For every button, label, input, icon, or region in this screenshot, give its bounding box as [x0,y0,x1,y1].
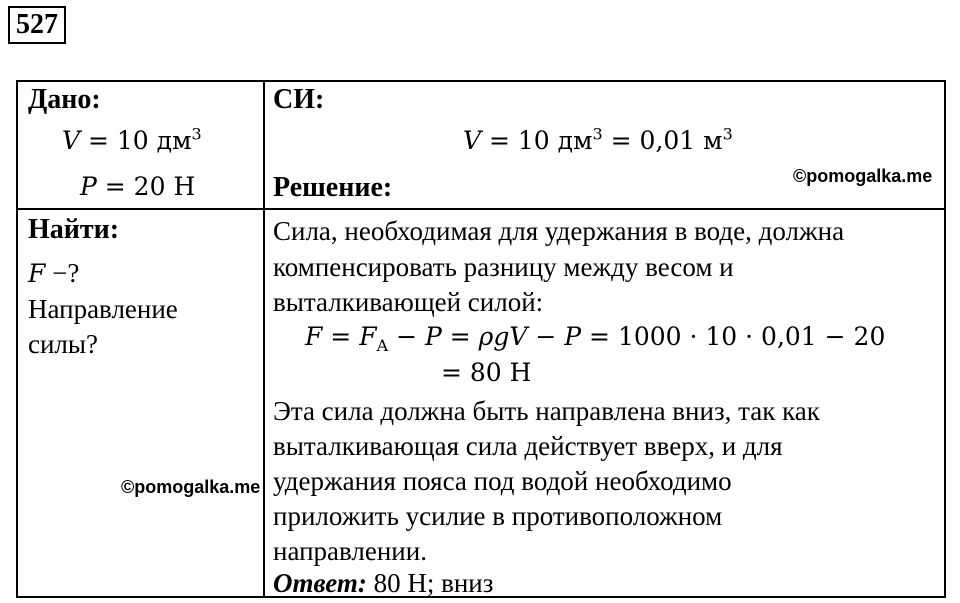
given-find-separator [18,208,263,210]
given-volume: V = 10 $дм^3$ [62,124,202,155]
si-var: V [463,126,482,155]
si-value2: 0,01 [639,126,696,155]
explanation-line: Эта сила должна быть направлена вниз, так как [273,396,820,426]
solution-text-line: выталкивающей силой: [273,287,544,317]
given-volume-exp: 3 [191,124,202,144]
given-volume-var: V [62,126,81,155]
si-exp1: 3 [592,124,603,144]
watermark-bottom: ©pomogalka.me [121,477,261,497]
problem-number: 527 [8,6,66,44]
given-weight-unit: Н [173,172,196,201]
formula-rho: ρ [478,322,494,351]
given-weight: P = 20 Н [80,172,196,201]
formula-fa-sub: A [376,336,389,355]
si-heading: СИ: [273,84,325,115]
formula-line: $F = F_A - P = \rho gV - P = 1000 \cdot 10 \cdot 0,01 - 20$ [305,322,886,355]
given-weight-value: 20 [133,172,166,201]
answer-text: 80 Н; вниз [366,568,494,598]
find-force-rest: −? [45,258,80,288]
solution-heading: Решение: [273,172,393,203]
formula-fa: F [359,322,377,351]
si-unit1: дм [557,126,593,155]
explanation-line: удержания пояса под водой необходимо [273,466,732,496]
solution-sheet [16,80,946,598]
answer-line [273,566,493,600]
solution-separator [265,208,944,210]
find-item-force [28,256,79,291]
solution-text-line: Сила, необходимая для удержания в воде, должна [273,216,845,246]
si-exp2: 3 [722,124,733,144]
given-volume-value: 10 [116,126,149,155]
formula-p: P [424,322,442,351]
find-direction-line2: силы? [28,329,99,359]
formula-result: = 80 Н [441,358,532,387]
answer-label: Ответ: [273,568,367,598]
given-column [18,82,263,596]
find-heading: Найти: [28,214,120,245]
explanation-line: приложить усилие в противоположном [273,501,723,531]
given-weight-var: P [80,172,97,201]
si-conversion: V = 10 $дм^3 = 0,01$ $м^3$ [463,124,733,155]
solution-text-line: компенсировать разницу между весом и [273,252,734,282]
formula-numbers: 1000 · 10 · 0,01 − 20 [617,322,886,351]
find-direction-line1: Направление [28,294,178,324]
si-unit2: м [703,126,723,155]
given-volume-unit: дм [156,126,192,155]
explanation-line: выталкивающая сила действует вверх, и для [273,431,783,461]
formula-f: F [305,322,323,351]
formula-p2: P [564,322,582,351]
watermark-top: ©pomogalka.me [793,166,933,186]
formula-v: V [509,322,528,351]
explanation-line: направлении. [273,536,427,566]
si-value1: 10 [517,126,550,155]
formula-g: g [493,322,510,351]
given-heading: Дано: [28,84,101,115]
find-force-var: F [28,259,46,288]
solution-column [265,82,944,596]
